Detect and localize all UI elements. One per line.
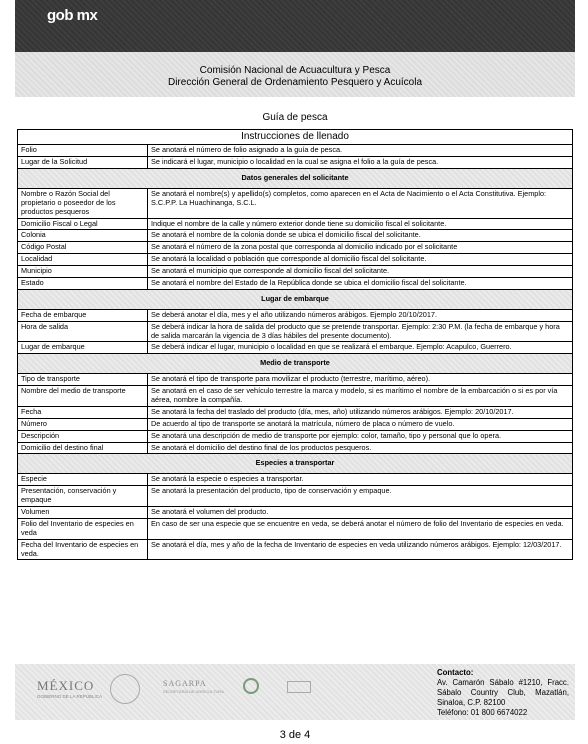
field-instruction: Se anotará el número de la zona postal que corresponda al domicilio indicado por el solicitante (148, 242, 573, 254)
field-label: Hora de salida (18, 321, 148, 342)
field-instruction: Se anotará el domicilio del destino final de los productos pesqueros. (148, 442, 573, 454)
field-instruction: Se deberá anotar el día, mes y el año utilizando números arábigos. Ejemplo 20/10/2017. (148, 309, 573, 321)
field-instruction: Se anotará una descripción de medio de transporte por ejemplo: color, tamaño, tipo y personal que lo opera. (148, 430, 573, 442)
table-row (18, 507, 573, 519)
field-instruction: Se anotará el número de folio asignado a la guía de pesca. (148, 145, 573, 157)
inapesca-logo-icon (287, 681, 311, 693)
document-page (15, 0, 575, 744)
instructions-table (17, 129, 573, 560)
footer-band (15, 664, 575, 720)
field-label: Fecha (18, 406, 148, 418)
field-instruction: Se anotará el municipio que corresponde al domicilio fiscal del solicitante. (148, 266, 573, 278)
field-label: Fecha del Inventario de especies en veda. (18, 539, 148, 560)
section-title: Medio de transporte (18, 354, 573, 374)
agency-name: Comisión Nacional de Acuacultura y Pesca (199, 65, 391, 76)
table-row (18, 442, 573, 454)
field-label: Código Postal (18, 242, 148, 254)
table-row (18, 539, 573, 560)
field-label: Número (18, 418, 148, 430)
table-row (18, 418, 573, 430)
field-label: Folio del Inventario de especies en veda (18, 518, 148, 539)
document-title: Guía de pesca (262, 112, 328, 123)
contact-title: Contacto: (437, 668, 474, 677)
field-label: Descripción (18, 430, 148, 442)
table-row (18, 386, 573, 407)
field-label: Nombre o Razón Social del propietario o poseedor de los productos pesqueros (18, 188, 148, 218)
conapesca-logo-icon (243, 678, 259, 694)
field-instruction: Indique el nombre de la calle y número exterior donde tiene su domicilio fiscal el solicitante. (148, 218, 573, 230)
field-instruction: Se deberá indicar la hora de salida del producto que se pretende transportar. Ejemplo: 2:30 P.M. (la fecha de embarque y hora de salida marcarán la vigencia de 3 días hábiles del presente documento). (148, 321, 573, 342)
table-row (18, 188, 573, 218)
table-row (18, 374, 573, 386)
top-banner (15, 0, 575, 52)
page-number: 3 de 4 (279, 729, 311, 741)
directorate-name: Dirección General de Ordenamiento Pesquero y Acuícola (167, 77, 423, 88)
section-header-row (18, 168, 573, 188)
section-title: Lugar de embarque (18, 289, 573, 309)
mexico-logo: MÉXICO (37, 678, 95, 693)
field-instruction: De acuerdo al tipo de transporte se anotará la matrícula, número de placa o número de vuelo. (148, 418, 573, 430)
table-row (18, 145, 573, 157)
section-title: Datos generales del solicitante (18, 168, 573, 188)
header-band (15, 52, 575, 97)
contact-address: Av. Camarón Sábalo #1210, Fracc. Sábalo Country Club, Mazatlán, Sinaloa, C.P. 82100 (437, 677, 569, 707)
contact-block (437, 668, 569, 718)
section-header-row (18, 289, 573, 309)
field-label: Lugar de la Solicitud (18, 157, 148, 169)
table-row (18, 430, 573, 442)
table-row (18, 474, 573, 486)
table-row (18, 157, 573, 169)
field-instruction: Se anotará la localidad o población que corresponde al domicilio fiscal del solicitante. (148, 254, 573, 266)
field-label: Especie (18, 474, 148, 486)
field-label: Presentación, conservación y empaque (18, 486, 148, 507)
field-instruction: Se anotará el nombre del Estado de la República donde se ubica el domicilio fiscal del solicitante. (148, 277, 573, 289)
table-row (18, 254, 573, 266)
field-label: Tipo de transporte (18, 374, 148, 386)
table-row (18, 309, 573, 321)
table-title: Instrucciones de llenado (18, 130, 573, 145)
field-instruction: Se anotará la presentación del producto, tipo de conservación y empaque. (148, 486, 573, 507)
gobmx-logo: gob mx (47, 7, 98, 24)
mexico-logo-subtitle: GOBIERNO DE LA REPÚBLICA (37, 694, 103, 699)
section-header-row (18, 454, 573, 474)
section-header-row (18, 354, 573, 374)
table-row (18, 321, 573, 342)
field-label: Localidad (18, 254, 148, 266)
field-instruction: En caso de ser una especie que se encuentre en veda, se deberá anotar el número de folio del Inventario de especies en veda. (148, 518, 573, 539)
table-row (18, 518, 573, 539)
table-row (18, 277, 573, 289)
section-title: Especies a transportar (18, 454, 573, 474)
field-instruction: Se indicará el lugar, municipio o localidad en la cual se asigna el folio a la guía de pesca. (148, 157, 573, 169)
field-instruction: Se anotará el nombre de la colonia donde se ubica el domicilio fiscal del solicitante. (148, 230, 573, 242)
field-label: Domicilio Fiscal o Legal (18, 218, 148, 230)
table-row (18, 486, 573, 507)
field-instruction: Se anotará el día, mes y año de la fecha de Inventario de especies en veda utilizando números arábigos. Ejemplo: 12/03/2017. (148, 539, 573, 560)
field-label: Fecha de embarque (18, 309, 148, 321)
national-seal-icon (110, 674, 140, 704)
sagarpa-logo-subtitle: SECRETARÍA DE AGRICULTURA (163, 689, 224, 694)
field-instruction: Se anotará en el caso de ser vehículo terrestre la marca y modelo, si es marítimo el nombre de la embarcación o si es por vía aérea, nombre la compañía. (148, 386, 573, 407)
field-label: Colonia (18, 230, 148, 242)
field-instruction: Se anotará el tipo de transporte para movilizar el producto (terrestre, marítimo, aéreo). (148, 374, 573, 386)
table-title-row (18, 130, 573, 145)
field-label: Municipio (18, 266, 148, 278)
field-label: Estado (18, 277, 148, 289)
table-row (18, 406, 573, 418)
field-label: Domicilio del destino final (18, 442, 148, 454)
field-instruction: Se anotará el nombre(s) y apellido(s) completos, como aparecen en el Acta de Nacimiento o el Acta Constitutiva. Ejemplo: S.C.P.P. La Huachinanga, S.C.L. (148, 188, 573, 218)
field-instruction: Se anotará el volumen del producto. (148, 507, 573, 519)
field-label: Nombre del medio de transporte (18, 386, 148, 407)
field-label: Lugar de embarque (18, 342, 148, 354)
table-row (18, 242, 573, 254)
field-instruction: Se deberá indicar el lugar, municipio o localidad en que se realizará el embarque. Ejemplo: Acapulco, Guerrero. (148, 342, 573, 354)
contact-phone: Teléfono: 01 800 6674022 (437, 707, 528, 717)
table-row (18, 342, 573, 354)
field-instruction: Se anotará la especie o especies a transportar. (148, 474, 573, 486)
field-label: Volumen (18, 507, 148, 519)
field-label: Folio (18, 145, 148, 157)
field-instruction: Se anotará la fecha del traslado del producto (día, mes, año) utilizando números arábigos. Ejemplo: 20/10/2017. (148, 406, 573, 418)
table-row (18, 266, 573, 278)
sagarpa-logo: SAGARPA (163, 679, 207, 688)
table-row (18, 218, 573, 230)
table-row (18, 230, 573, 242)
